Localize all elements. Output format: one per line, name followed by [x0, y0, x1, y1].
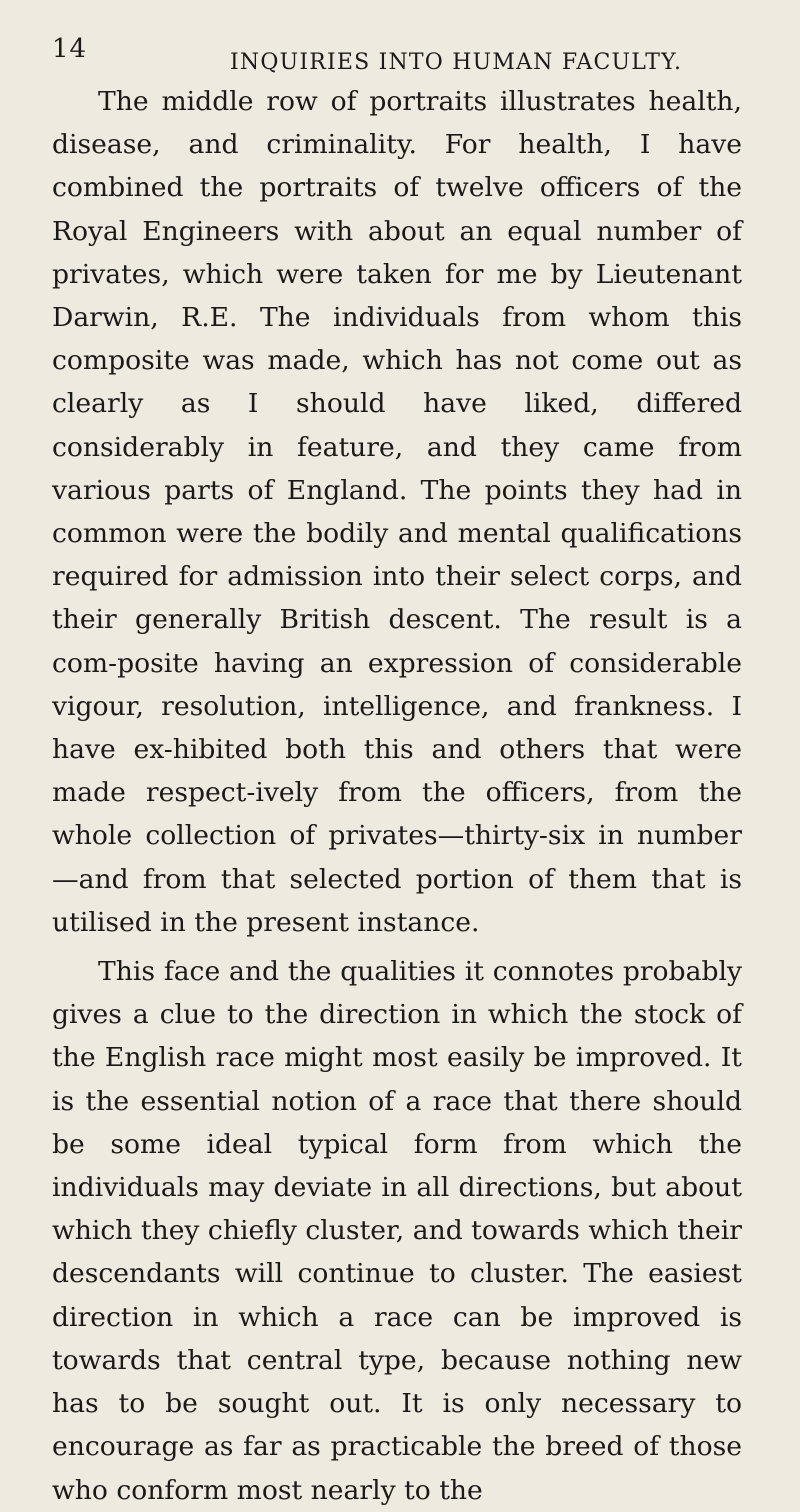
running-title: INQUIRIES INTO HUMAN FACULTY. [230, 50, 683, 75]
running-head [52, 28, 742, 80]
body-text [52, 80, 742, 1512]
paragraph-health-composite: The middle row of portraits illustrates health, disease, and criminality. For health, I have combined the portraits of twelve officers of the Royal Engineers with about an equal number of privates, which were taken for me by Lieutenant Darwin, R.E. The individuals from whom this composite was made, which has not come out as clearly as I should have liked, differed considerably in feature, and they came from various parts of England. The points they had in common were the bodily and mental qualifications required for admission into their select corps, and their generally British descent. The result is a com-posite having an expression of considerable vigour, resolution, intelligence, and frankness. I have ex-hibited both this and others that were made respect-ively from the officers, from the whole collection of privates—thirty-six in number—and from that selected portion of them that is utilised in the present instance. [52, 86, 742, 938]
paragraph-race-improvement: This face and the qualities it connotes probably gives a clue to the direction in which the stock of the English race might most easily be improved. It is the essential notion of a race that there should be some ideal typical form from which the individuals may deviate in all directions, but about which they chiefly cluster, and towards which their descendants will continue to cluster. The easiest direction in which a race can be improved is towards that central type, because nothing new has to be sought out. It is only necessary to encourage as far as practicable the breed of those who conform most nearly to the [52, 956, 742, 1506]
page-number: 14 [52, 34, 88, 64]
